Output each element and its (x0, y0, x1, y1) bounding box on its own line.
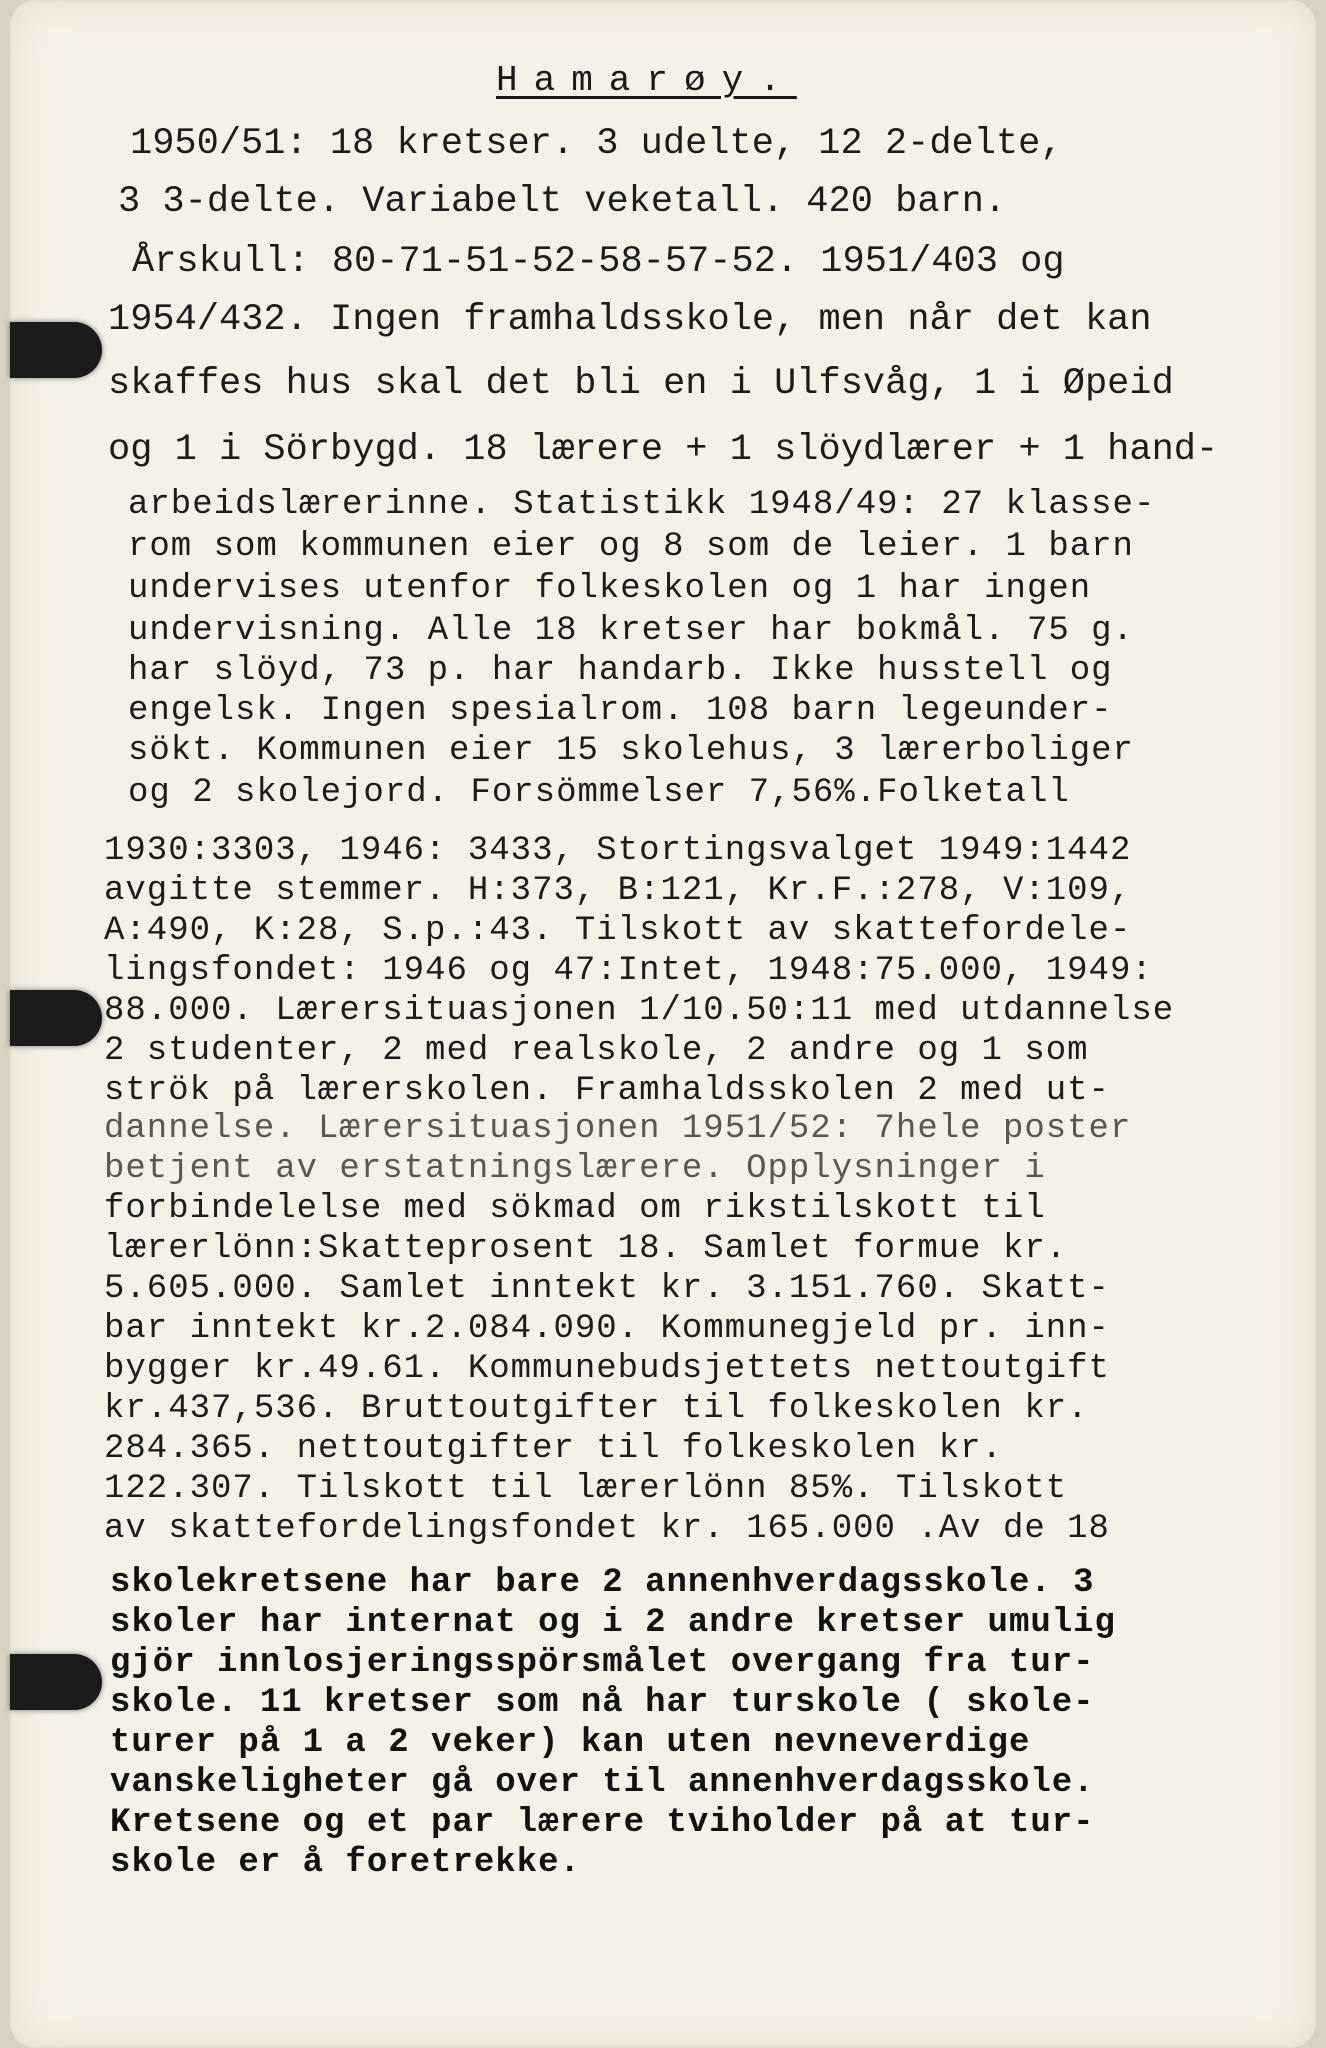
text-line: 1954/432. Ingen framhaldsskole, men når det kan (108, 299, 1152, 341)
text-line: 1950/51: 18 kretser. 3 udelte, 12 2-delte, (130, 123, 1063, 165)
text-line: gjör innlosjeringsspörsmålet overgang fra tur- (110, 1644, 1095, 1682)
text-line: 2 studenter, 2 med realskole, 2 andre og 1 som (104, 1032, 1089, 1070)
text-line: Årskull: 80-71-51-52-58-57-52. 1951/403 og (132, 241, 1065, 283)
text-line: dannelse. Lærersituasjonen 1951/52: 7hele poster (104, 1110, 1132, 1148)
text-line: strök på lærerskolen. Framhaldsskolen 2 med ut- (104, 1072, 1110, 1110)
text-line: lingsfondet: 1946 og 47:Intet, 1948:75.000, 1949: (104, 952, 1153, 990)
text-line: skolekretsene har bare 2 annenhverdagsskole. 3 (110, 1564, 1095, 1602)
text-line: engelsk. Ingen spesialrom. 108 barn legeunder- (128, 692, 1113, 730)
text-line: skole er å foretrekke. (110, 1844, 581, 1882)
text-line: betjent av erstatningslærere. Opplysninger i (104, 1150, 1046, 1188)
text-line: bar inntekt kr.2.084.090. Kommunegjeld pr. inn- (104, 1310, 1110, 1348)
text-line: 284.365. nettoutgifter til folkeskolen kr. (104, 1430, 1003, 1468)
text-line: Kretsene og et par lærere tviholder på at tur- (110, 1804, 1095, 1842)
text-line: 88.000. Lærersituasjonen 1/10.50:11 med utdannelse (104, 992, 1175, 1030)
text-line: avgitte stemmer. H:373, B:121, Kr.F.:278, V:109, (104, 872, 1132, 910)
text-line: forbindelelse med sökmad om rikstilskott til (104, 1190, 1046, 1228)
text-line: A:490, K:28, S.p.:43. Tilskott av skattefordele- (104, 912, 1132, 950)
text-line: 122.307. Tilskott til lærerlönn 85%. Tilskott (104, 1470, 1068, 1508)
text-line: bygger kr.49.61. Kommunebudsjettets nettoutgift (104, 1350, 1110, 1388)
text-line: turer på 1 a 2 veker) kan uten nevneverdige (110, 1724, 1031, 1762)
text-line: undervisning. Alle 18 kretser har bokmål. 75 g. (128, 612, 1134, 650)
text-line: undervises utenfor folkeskolen og 1 har ingen (128, 570, 1092, 608)
text-line: 3 3-delte. Variabelt veketall. 420 barn. (118, 181, 1007, 223)
text-line: av skattefordelingsfondet kr. 165.000 .Av de 18 (104, 1510, 1110, 1548)
text-line: kr.437,536. Bruttoutgifter til folkeskolen kr. (104, 1390, 1089, 1428)
text-line: skole. 11 kretser som nå har turskole ( skole- (110, 1684, 1095, 1722)
text-line: og 2 skolejord. Forsömmelser 7,56%.Folketall (128, 774, 1070, 812)
text-line: 5.605.000. Samlet inntekt kr. 3.151.760. Skatt- (104, 1270, 1110, 1308)
text-line: rom som kommunen eier og 8 som de leier. 1 barn (128, 528, 1134, 566)
text-line: skoler har internat og i 2 andre kretser umulig (110, 1604, 1116, 1642)
text-line: og 1 i Sörbygd. 18 lærere + 1 slöydlærer + 1 hand- (108, 429, 1219, 471)
text-line: skaffes hus skal det bli en i Ulfsvåg, 1 i Øpeid (108, 363, 1174, 405)
text-line: arbeidslærerinne. Statistikk 1948/49: 27 klasse- (128, 486, 1156, 524)
text-line: 1930:3303, 1946: 3433, Stortingsvalget 1949:1442 (104, 832, 1132, 870)
text-line: sökt. Kommunen eier 15 skolehus, 3 lærerboliger (128, 732, 1134, 770)
card-title: Hamarøy. (496, 60, 797, 101)
text-line: har slöyd, 73 p. har handarb. Ikke husstell og (128, 652, 1113, 690)
text-line: vanskeligheter gå over til annenhverdagsskole. (110, 1764, 1095, 1802)
text-line: lærerlönn:Skatteprosent 18. Samlet formue kr. (104, 1230, 1068, 1268)
